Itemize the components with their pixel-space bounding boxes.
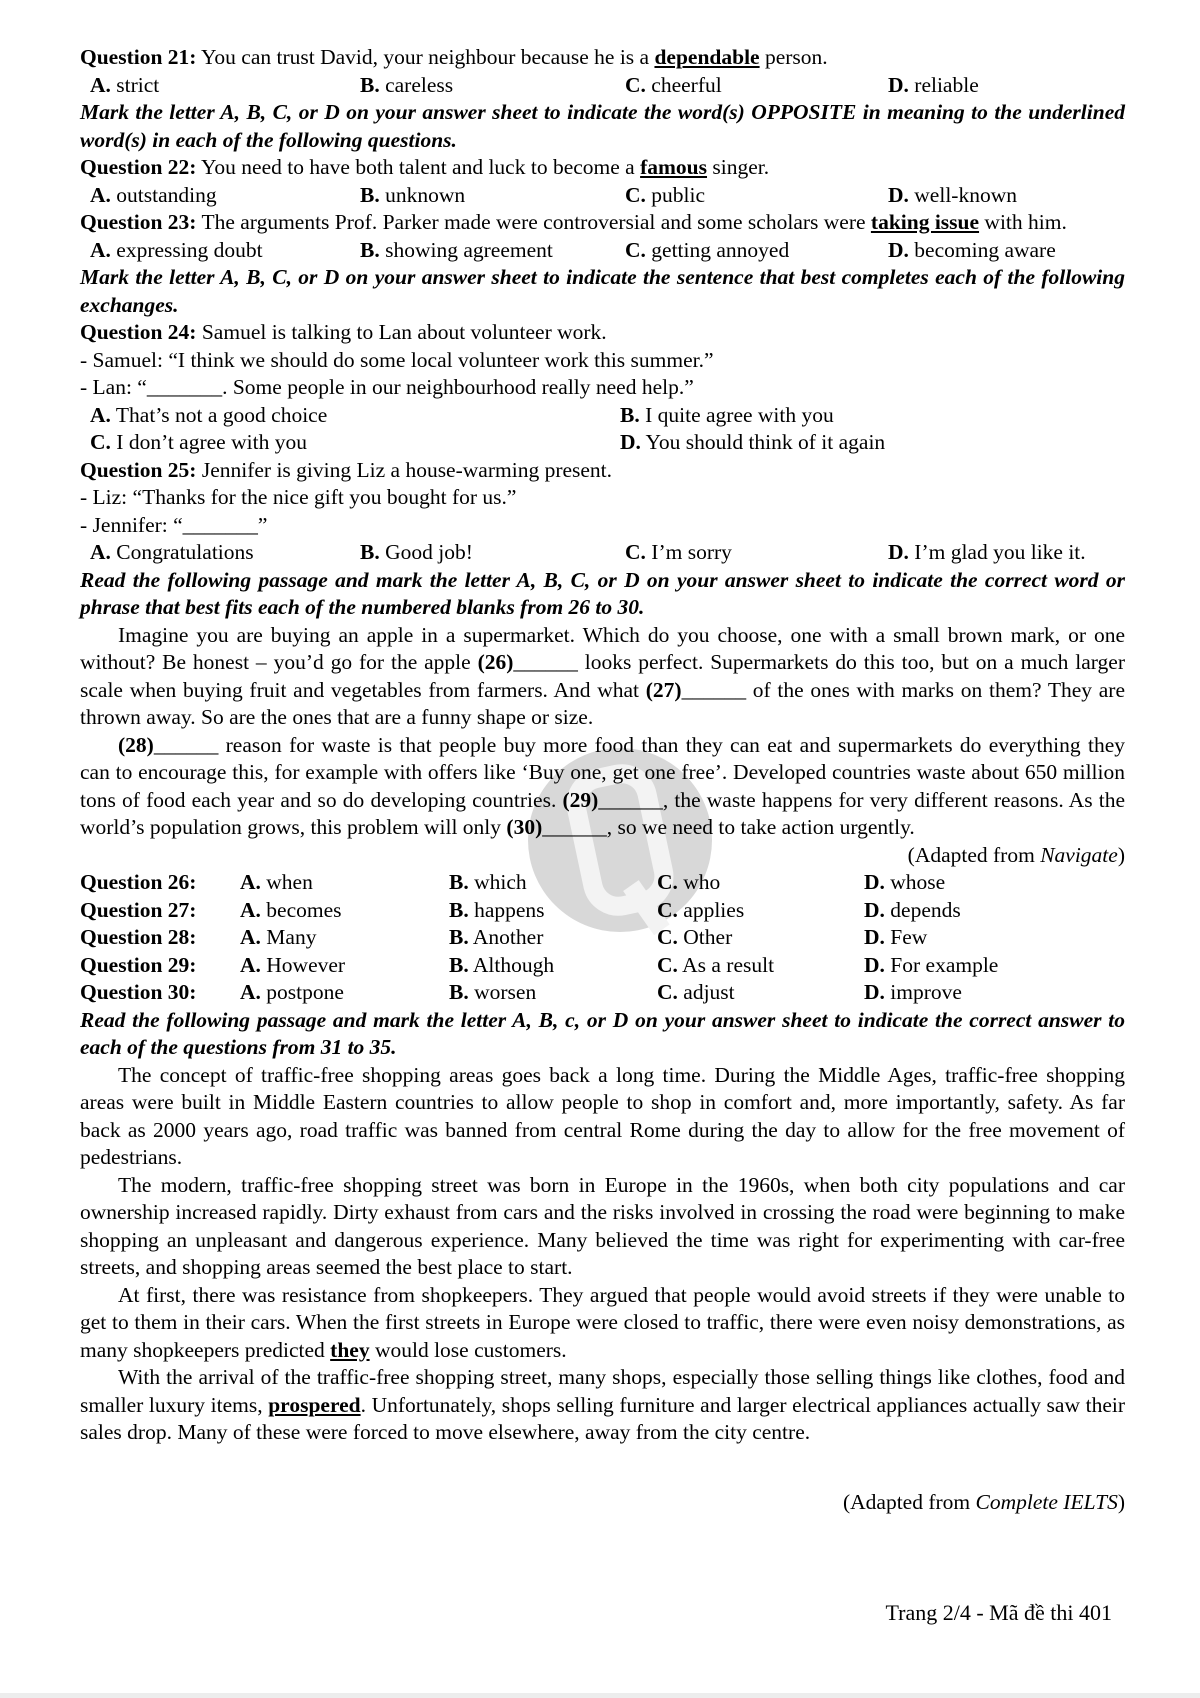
- question-24-sentence: Samuel is talking to Lan about volunteer work.: [196, 320, 607, 344]
- option-d-text: Few: [884, 925, 928, 949]
- option-c-letter: C.: [625, 540, 646, 564]
- instruction-cloze: Read the following passage and mark the letter A, B, C, or D on your answer sheet to indicate the correct word or phrase that best fits each of the numbered blanks from 26 to 30.: [80, 567, 1125, 619]
- option-a-letter: A.: [240, 980, 261, 1004]
- credit-source-name: Complete IELTS: [975, 1489, 1118, 1514]
- option-a-letter: A.: [240, 925, 261, 949]
- option-c-text: applies: [677, 897, 745, 922]
- question-25-sentence: Jennifer is giving Liz a house-warming present.: [196, 457, 613, 482]
- question-21-sentence: You can trust David, your neighbour because he is a: [196, 45, 655, 69]
- question-25-dialogue-liz: - Liz: “Thanks for the nice gift you bought for us.”: [80, 485, 517, 509]
- option-d-letter: D.: [864, 952, 885, 977]
- option-c: [657, 897, 864, 925]
- option-c-letter: C.: [657, 952, 678, 977]
- reading-source-credit: [80, 1489, 1125, 1517]
- option-b-letter: B.: [360, 182, 380, 207]
- option-a: [90, 402, 620, 430]
- instruction-reading: Read the following passage and mark the letter A, B, c, or D on your answer sheet to indicate the correct answer to each of the questions from 31 to 35.: [80, 1007, 1125, 1059]
- option-a-letter: A.: [90, 182, 111, 207]
- option-b: [360, 237, 625, 265]
- option-a-letter: A.: [240, 897, 261, 922]
- option-b: [620, 402, 1125, 430]
- option-c: [657, 924, 864, 952]
- scan-edge: [0, 1693, 1200, 1698]
- question-29-row: [80, 952, 1125, 980]
- question-24-label: Question 24:: [80, 320, 197, 344]
- question-25-options: [80, 539, 1125, 567]
- option-a-letter: A.: [240, 870, 261, 894]
- reading-keyword-they: they: [330, 1337, 370, 1362]
- option-d: [864, 869, 1125, 897]
- option-c-text: I’m sorry: [645, 540, 732, 564]
- question-21-tail: person.: [759, 45, 828, 69]
- option-a: [240, 869, 449, 897]
- option-d-text: becoming aware: [908, 237, 1056, 262]
- question-22-sentence: You need to have both talent and luck to become a: [196, 155, 641, 179]
- question-23-options: [80, 237, 1125, 265]
- option-a-text: becomes: [260, 897, 342, 922]
- option-b-letter: B.: [449, 897, 469, 922]
- option-d: [888, 237, 1125, 265]
- option-d-text: whose: [884, 870, 946, 894]
- option-d: [864, 952, 1125, 980]
- cloze-p2-seg: ______, the waste happens for very different reasons. As the world’s population grows, this problem will only: [80, 787, 1125, 839]
- question-25-dialogue-jennifer: - Jennifer: “_______”: [80, 512, 268, 537]
- option-b-text: careless: [379, 72, 454, 97]
- option-c-letter: C.: [657, 897, 678, 922]
- option-a-text: when: [260, 870, 313, 894]
- option-a-letter: A.: [90, 402, 111, 427]
- option-d: [888, 539, 1125, 567]
- option-a-letter: A.: [90, 540, 111, 564]
- option-c: [625, 72, 888, 100]
- option-c-text: As a result: [677, 952, 775, 977]
- question-26-row: [80, 869, 1125, 897]
- question-21-text: [80, 44, 1125, 72]
- question-27-row: [80, 897, 1125, 925]
- option-d: [888, 72, 1125, 100]
- cloze-p1-seg: Imagine you are buying an apple in a supermarket. Which do you choose, one with a small brown mark, or one without? Be honest – you’d go for the apple: [80, 622, 1125, 674]
- question-28-row: [80, 924, 1125, 952]
- question-22-tail: singer.: [707, 155, 770, 179]
- option-b-letter: B.: [449, 952, 469, 977]
- option-a: [90, 539, 360, 567]
- question-28-label: Question 28:: [80, 925, 197, 949]
- reading-p4-tail: . Unfortunately, shops selling furniture and larger electrical appliances actually saw their sales drop. Many of these were forced to move elsewhere, away from the city centre.: [80, 1392, 1126, 1444]
- option-b: [449, 952, 657, 980]
- reading-paragraph-1: The concept of traffic-free shopping areas goes back a long time. During the Middle Ages, traffic-free shopping areas were built in Middle Eastern countries to allow people to shop in comfort and, more importantly, safety. As far back as 2000 years ago, road traffic was banned from central Rome during the day to allow for the free movement of pedestrians.: [80, 1062, 1125, 1169]
- blank-30: (30): [506, 815, 543, 839]
- option-a-text: Many: [260, 925, 317, 949]
- credit-prefix: (Adapted from: [842, 1489, 976, 1514]
- option-a-text: That’s not a good choice: [110, 402, 328, 427]
- option-c-letter: C.: [90, 430, 111, 454]
- option-b-letter: B.: [449, 980, 469, 1004]
- option-c: [657, 952, 864, 980]
- option-c-letter: C.: [657, 980, 678, 1004]
- option-d-text: You should think of it again: [640, 430, 886, 454]
- question-26-label: Question 26:: [80, 870, 197, 894]
- option-d-letter: D.: [864, 925, 885, 949]
- option-c-text: adjust: [677, 980, 735, 1004]
- option-b-text: Good job!: [379, 540, 473, 564]
- option-c-text: I don’t agree with you: [110, 430, 307, 454]
- option-c: [625, 182, 888, 210]
- option-a: [240, 924, 449, 952]
- option-c-text: who: [677, 870, 721, 894]
- question-25-text: [80, 457, 1125, 485]
- option-b: [360, 182, 625, 210]
- question-22-text: [80, 154, 1125, 182]
- reading-p3-seg: At first, there was resistance from shopkeepers. They argued that people would avoid streets if they were unable to get to them in their cars. When the first streets in Europe were closed to traffic, there were even noisy demonstrations, as many shopkeepers predicted: [80, 1282, 1125, 1362]
- blank-28: (28): [118, 732, 154, 757]
- question-24-options-row-2: [80, 429, 1125, 457]
- option-b: [360, 72, 625, 100]
- option-d-letter: D.: [864, 897, 885, 922]
- option-c: [625, 237, 888, 265]
- question-23-label: Question 23:: [80, 210, 197, 234]
- option-c: [657, 869, 864, 897]
- option-b-text: showing agreement: [379, 237, 553, 262]
- question-24-dialogue-lan: - Lan: “_______. Some people in our neighbourhood really need help.”: [80, 375, 694, 399]
- cloze-paragraph-2: [80, 732, 1125, 842]
- blank-27: (27): [645, 677, 682, 702]
- option-a-text: expressing doubt: [110, 237, 263, 262]
- option-c: [625, 539, 888, 567]
- question-25-label: Question 25:: [80, 457, 197, 482]
- option-d-letter: D.: [888, 72, 909, 97]
- option-c-letter: C.: [625, 182, 646, 207]
- option-d: [888, 182, 1125, 210]
- option-d-letter: D.: [864, 870, 885, 894]
- option-b-text: which: [468, 870, 527, 894]
- question-30-label: Question 30:: [80, 980, 197, 1004]
- question-22-label: Question 22:: [80, 155, 197, 179]
- question-30-row: [80, 979, 1125, 1007]
- option-d-text: I’m glad you like it.: [908, 540, 1086, 564]
- option-b: [449, 897, 657, 925]
- reading-p4-seg: With the arrival of the traffic-free shopping street, many shops, especially those selling things like clothes, food and smaller luxury items,: [80, 1365, 1125, 1417]
- option-c-text: public: [645, 182, 706, 207]
- reading-paragraph-2: The modern, traffic-free shopping street was born in Europe in the 1960s, when both city populations and car ownership increased rapidly. Dirty exhaust from cars and the risks involved in crossing the road were beginning to make shopping an unpleasant and dangerous experience. Many believed the time was right for experimenting with car-free streets, and shopping areas seemed the best place to start.: [80, 1172, 1125, 1279]
- option-d-text: depends: [884, 897, 961, 922]
- option-b-text: happens: [468, 897, 545, 922]
- option-b-letter: B.: [620, 402, 640, 427]
- option-d-letter: D.: [864, 980, 885, 1004]
- question-22-keyword: famous: [640, 155, 708, 179]
- option-c-text: Other: [677, 925, 733, 949]
- credit-suffix: ): [1117, 842, 1125, 867]
- page-footer: Trang 2/4 - Mã đề thi 401: [885, 1600, 1112, 1625]
- question-29-label: Question 29:: [80, 952, 197, 977]
- option-a-text: strict: [110, 72, 160, 97]
- option-a-letter: A.: [240, 952, 261, 977]
- option-b-text: I quite agree with you: [639, 402, 834, 427]
- question-23-tail: with him.: [979, 210, 1067, 234]
- option-d: [620, 429, 1125, 457]
- option-b-letter: B.: [360, 72, 380, 97]
- option-b-text: worsen: [468, 980, 537, 1004]
- instruction-opposite-meaning: Mark the letter A, B, C, or D on your answer sheet to indicate the word(s) OPPOSITE in meaning to the underlined word(s) in each of the following questions.: [80, 100, 1125, 152]
- credit-prefix: (Adapted from: [907, 842, 1041, 867]
- credit-suffix: ): [1117, 1489, 1125, 1514]
- option-a: [90, 237, 360, 265]
- option-a-text: outstanding: [110, 182, 217, 207]
- option-d-text: well-known: [908, 182, 1017, 207]
- option-d-letter: D.: [620, 430, 641, 454]
- question-23-text: [80, 209, 1125, 237]
- option-a-text: postpone: [260, 980, 344, 1004]
- option-d: [864, 897, 1125, 925]
- question-24-text: [80, 319, 1125, 347]
- option-b: [449, 869, 657, 897]
- question-24-dialogue-samuel: - Samuel: “I think we should do some local volunteer work this summer.”: [80, 347, 714, 372]
- option-d-letter: D.: [888, 237, 909, 262]
- option-b-letter: B.: [449, 870, 469, 894]
- instruction-exchanges: Mark the letter A, B, C, or D on your answer sheet to indicate the sentence that best completes each of the following exchanges.: [80, 265, 1125, 317]
- question-21-keyword: dependable: [654, 45, 760, 69]
- option-a: [240, 897, 449, 925]
- option-c-letter: C.: [625, 237, 646, 262]
- option-a-letter: A.: [90, 237, 111, 262]
- option-b-text: Another: [468, 925, 544, 949]
- question-23-keyword: taking issue: [870, 210, 980, 234]
- option-a: [90, 182, 360, 210]
- option-c-letter: C.: [657, 925, 678, 949]
- credit-source-name: Navigate: [1040, 842, 1118, 867]
- option-b: [449, 979, 657, 1007]
- cloze-p2-seg: ______, so we need to take action urgently.: [542, 815, 915, 839]
- cloze-p2-seg: ______ reason for waste is that people buy more food than they can eat and supermarkets do everything they can to encourage this, for example with offers like ‘Buy one, get one free’. Developed countries waste about 650 million tons of food each year and so do developing countries.: [80, 732, 1125, 812]
- question-27-label: Question 27:: [80, 897, 197, 922]
- option-b-letter: B.: [360, 237, 380, 262]
- option-b-text: Although: [468, 952, 555, 977]
- option-b: [449, 924, 657, 952]
- option-b: [360, 539, 625, 567]
- option-b-letter: B.: [360, 540, 380, 564]
- option-a-text: Congratulations: [110, 540, 254, 564]
- reading-keyword-prospered: prospered: [268, 1392, 361, 1417]
- option-c: [90, 429, 620, 457]
- option-d-letter: D.: [888, 540, 909, 564]
- cloze-p1-seg: ______ looks perfect. Supermarkets do this too, but on a much larger scale when buying fruit and vegetables from farmers. And what: [80, 650, 1125, 702]
- option-d: [864, 924, 1125, 952]
- question-22-options: [80, 182, 1125, 210]
- question-24-options-row-1: [80, 402, 1125, 430]
- blank-26: (26): [477, 650, 514, 674]
- option-c: [657, 979, 864, 1007]
- question-23-sentence: The arguments Prof. Parker made were controversial and some scholars were: [196, 210, 871, 234]
- option-a-letter: A.: [90, 72, 111, 97]
- option-d-text: improve: [884, 980, 962, 1004]
- option-c-letter: C.: [657, 870, 678, 894]
- option-a: [240, 979, 449, 1007]
- option-d: [864, 979, 1125, 1007]
- option-d-text: For example: [884, 952, 999, 977]
- option-b-text: unknown: [379, 182, 466, 207]
- cloze-source-credit: [80, 842, 1125, 870]
- reading-paragraph-3: [80, 1282, 1125, 1365]
- cloze-paragraph-1: [80, 622, 1125, 732]
- option-c-text: getting annoyed: [645, 237, 790, 262]
- option-d-letter: D.: [888, 182, 909, 207]
- option-c-text: cheerful: [645, 72, 722, 97]
- option-a-text: However: [260, 952, 346, 977]
- option-d-text: reliable: [908, 72, 979, 97]
- option-b-letter: B.: [449, 925, 469, 949]
- option-a: [240, 952, 449, 980]
- question-21-label: Question 21:: [80, 45, 197, 69]
- cloze-p1-seg: ______ of the ones with marks on them? They are thrown away. So are the ones that are a funny shape or size.: [80, 677, 1126, 729]
- blank-29: (29): [562, 787, 599, 812]
- option-a: [90, 72, 360, 100]
- question-21-options: [80, 72, 1125, 100]
- option-c-letter: C.: [625, 72, 646, 97]
- reading-p3-tail: would lose customers.: [369, 1337, 567, 1362]
- reading-paragraph-4: [80, 1364, 1125, 1447]
